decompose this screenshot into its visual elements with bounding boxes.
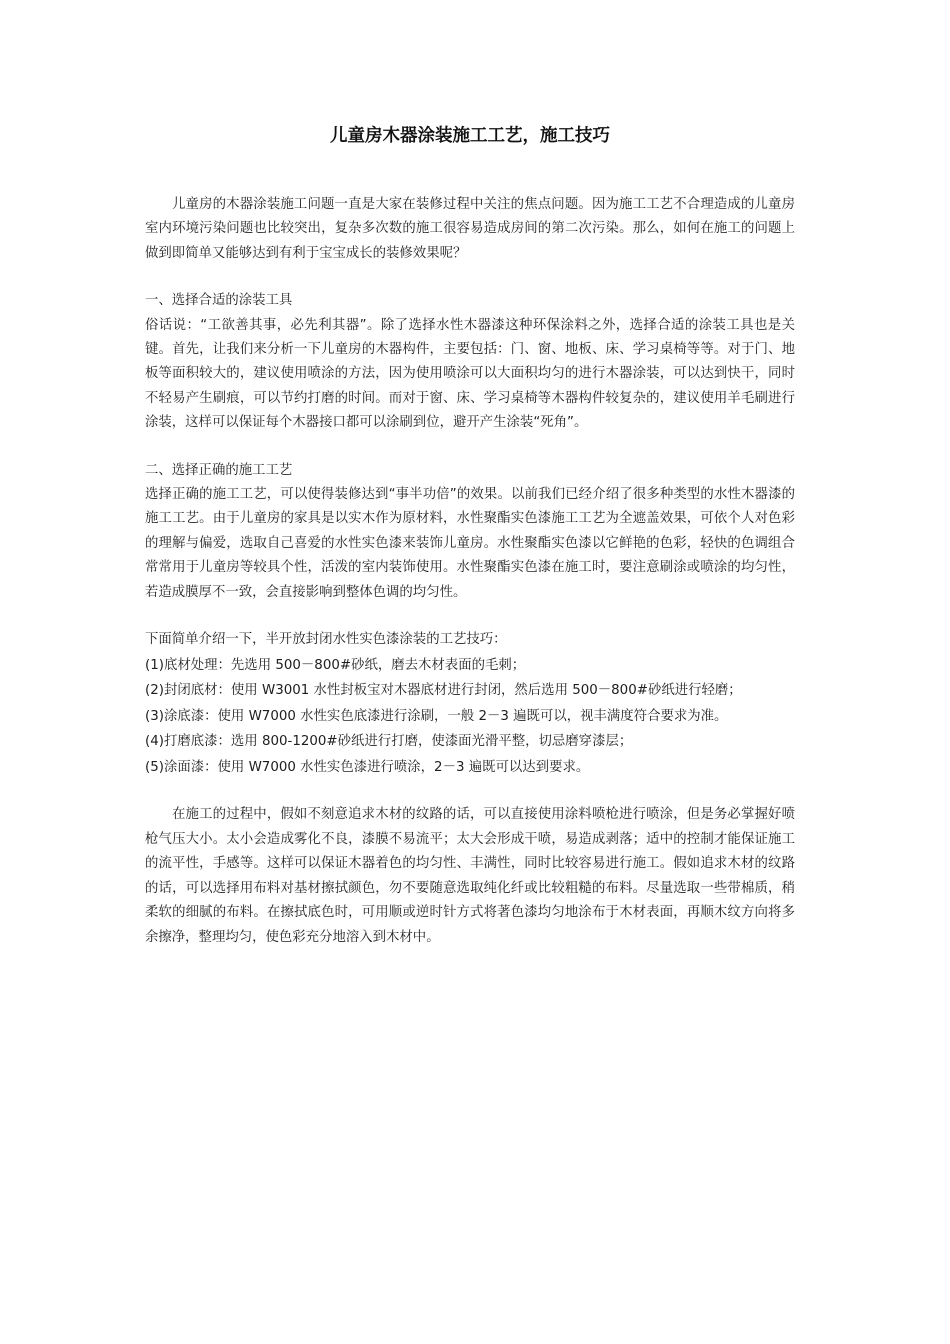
step-item: (1)底材处理：先选用 500－800#砂纸，磨去木材表面的毛刺； xyxy=(145,657,526,673)
paragraph-gap xyxy=(145,436,795,459)
step-item: (4)打磨底漆：选用 800-1200#砂纸进行打磨，使漆面光滑平整，切忌磨穿漆层； xyxy=(145,734,633,750)
section1-heading: 一、选择合适的涂装工具 xyxy=(145,293,293,309)
closing-paragraph: 在施工的过程中，假如不刻意追求木材的纹路的话，可以直接使用涂料喷枪进行喷涂，但是务必掌握好喷枪气压大小。太小会造成雾化不良，漆膜不易流平；太大会形成干喷，易造成剥落；适中的控制才能保证施工的流平性，手感等。这样可以保证木器着色的均匀性、丰满性，同时比较容易进行施工。假如追求木材的纹路的话，可以选择用布料对基材擦拭颜色，勿不要随意选取纯化纤或比较粗糙的布料。尽量选取一些带棉质，稍柔软的细腻的布料。在擦拭底色时，可用顺或逆时针方式将著色漆均匀地涂布于木材表面，再顺木纹方向将多余擦净，整理均匀，使色彩充分地溶入到木材中。 xyxy=(145,807,795,945)
paragraph-gap xyxy=(145,605,795,628)
document-title: 儿童房木器涂装施工工艺，施工技巧 xyxy=(330,126,610,146)
intro-paragraph: 儿童房的木器涂装施工问题一直是大家在装修过程中关注的焦点问题。因为施工工艺不合理造成的儿童房室内环境污染问题也比较突出，复杂多次数的施工很容易造成房间的第二次污染。那么，如何在施工的问题上做到即简单又能够达到有利于宝宝成长的装修效果呢？ xyxy=(145,197,795,261)
document-body xyxy=(145,122,795,950)
section2-paragraph: 选择正确的施工工艺，可以使得装修达到“事半功倍”的效果。以前我们已经介绍了很多种类型的水性木器漆的施工工艺。由于儿童房的家具是以实木作为原材料，水性聚酯实色漆施工工艺为全遮盖效果，可依个人对色彩的理解与偏爱，选取自己喜爱的水性实色漆来装饰儿童房。水性聚酯实色漆以它鲜艳的色彩，轻快的色调组合常常用于儿童房等较具个性，活泼的室内装饰使用。水性聚酯实色漆在施工时，要注意刷涂或喷涂的均匀性，若造成膜厚不一致，会直接影响到整体色调的均匀性。 xyxy=(145,487,795,600)
steps-intro: 下面简单介绍一下，半开放封闭水性实色漆涂装的工艺技巧： xyxy=(145,632,507,648)
step-item: (5)涂面漆：使用 W7000 水性实色漆进行喷涂，2－3 遍既可以达到要求。 xyxy=(145,759,590,775)
paragraph-gap xyxy=(145,780,795,803)
section2-heading: 二、选择正确的施工工艺 xyxy=(145,462,293,478)
step-item: (2)封闭底材：使用 W3001 水性封板宝对木器底材进行封闭，然后选用 500－800#砂纸进行轻磨； xyxy=(145,683,742,699)
section1-paragraph: 俗话说：“工欲善其事，必先利其器”。除了选择水性木器漆这种环保涂料之外，选择合适的涂装工具也是关键。首先，让我们来分析一下儿童房的木器构件，主要包括：门、窗、地板、床、学习桌椅等等。对于门、地板等面积较大的，建议使用喷涂的方法，因为使用喷涂可以大面积均匀的进行木器涂装，可以达到快干，同时不轻易产生刷痕，可以节约打磨的时间。而对于窗、床、学习桌椅等木器构件较复杂的，建议使用羊毛刷进行涂装，这样可以保证每个木器接口都可以涂刷到位，避开产生涂装“死角”。 xyxy=(145,317,795,431)
step-item: (3)涂底漆：使用 W7000 水性实色底漆进行涂刷，一般 2－3 遍既可以，视丰满度符合要求为准。 xyxy=(145,708,728,724)
paragraph-gap xyxy=(145,266,795,289)
